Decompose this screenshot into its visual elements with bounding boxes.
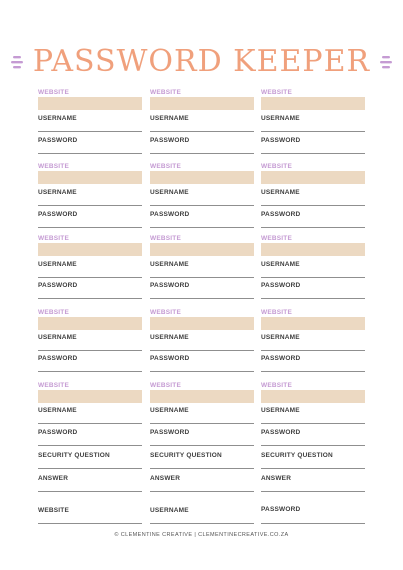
website-label: WEBSITE	[38, 382, 70, 389]
password-label: PASSWORD	[150, 137, 190, 144]
website-field[interactable]	[150, 97, 254, 110]
username-line[interactable]	[150, 205, 254, 206]
username-label: USERNAME	[38, 115, 77, 122]
password-label: PASSWORD	[150, 355, 190, 362]
website-label: WEBSITE	[261, 89, 293, 96]
password-line[interactable]	[150, 153, 254, 154]
password-line[interactable]	[38, 227, 142, 228]
username-label: USERNAME	[261, 115, 300, 122]
password-line[interactable]	[261, 371, 365, 372]
username-label: USERNAME	[38, 189, 77, 196]
answer-label: ANSWER	[150, 475, 181, 482]
security-question-label: SECURITY QUESTION	[261, 452, 333, 459]
username-line[interactable]	[150, 131, 254, 132]
password-line[interactable]	[261, 153, 365, 154]
password-line[interactable]	[38, 298, 142, 299]
website-field[interactable]	[261, 171, 365, 184]
password-label: PASSWORD	[261, 137, 301, 144]
password-line[interactable]	[150, 445, 254, 446]
answer-line[interactable]	[150, 491, 254, 492]
username-label: USERNAME	[38, 407, 77, 414]
website-field[interactable]	[38, 390, 142, 403]
website-field[interactable]	[38, 243, 142, 256]
password-line[interactable]	[261, 298, 365, 299]
username-line[interactable]	[38, 131, 142, 132]
sparkle-right-icon	[378, 54, 392, 70]
username-line[interactable]	[38, 205, 142, 206]
security-question-label: SECURITY QUESTION	[150, 452, 222, 459]
website-label: WEBSITE	[150, 89, 182, 96]
answer-line[interactable]	[261, 491, 365, 492]
username-line[interactable]	[261, 205, 365, 206]
password-line[interactable]	[38, 445, 142, 446]
username-line[interactable]	[150, 423, 254, 424]
answer-line[interactable]	[38, 491, 142, 492]
password-line[interactable]	[150, 298, 254, 299]
username-line[interactable]	[38, 350, 142, 351]
website-field[interactable]	[38, 317, 142, 330]
password-label: PASSWORD	[150, 282, 190, 289]
username-line[interactable]	[261, 350, 365, 351]
answer-label: ANSWER	[261, 475, 292, 482]
username-label: USERNAME	[261, 189, 300, 196]
sparkle-left-icon	[11, 54, 25, 70]
username-line[interactable]	[261, 131, 365, 132]
website-label: WEBSITE	[38, 309, 70, 316]
website-field[interactable]	[150, 243, 254, 256]
username-label: USERNAME	[150, 115, 189, 122]
username-label: USERNAME	[150, 334, 189, 341]
security-question-label: SECURITY QUESTION	[38, 452, 110, 459]
password-label: PASSWORD	[261, 429, 301, 436]
username-line[interactable]	[261, 277, 365, 278]
password-label: PASSWORD	[261, 355, 301, 362]
website-field[interactable]	[38, 171, 142, 184]
username-label: USERNAME	[261, 334, 300, 341]
website-field[interactable]	[261, 243, 365, 256]
username-label: USERNAME	[38, 334, 77, 341]
website-label: WEBSITE	[150, 309, 182, 316]
password-label: PASSWORD	[38, 282, 78, 289]
password-label: PASSWORD	[150, 211, 190, 218]
website-field[interactable]	[261, 97, 365, 110]
password-line[interactable]	[261, 523, 365, 524]
website-line[interactable]	[38, 523, 142, 524]
username-line[interactable]	[38, 423, 142, 424]
username-label: USERNAME	[261, 261, 300, 268]
password-label: PASSWORD	[38, 137, 78, 144]
website-label: WEBSITE	[150, 382, 182, 389]
website-label: WEBSITE	[150, 235, 182, 242]
password-label: PASSWORD	[261, 506, 301, 513]
password-label: PASSWORD	[38, 211, 78, 218]
password-label: PASSWORD	[261, 282, 301, 289]
password-line[interactable]	[150, 227, 254, 228]
website-field[interactable]	[150, 317, 254, 330]
website-label: WEBSITE	[261, 309, 293, 316]
password-line[interactable]	[261, 445, 365, 446]
website-label: WEBSITE	[38, 235, 70, 242]
answer-label: ANSWER	[38, 475, 69, 482]
website-label: WEBSITE	[38, 163, 70, 170]
password-label: PASSWORD	[261, 211, 301, 218]
website-label: WEBSITE	[150, 163, 182, 170]
username-label: USERNAME	[150, 507, 189, 514]
page-title: PASSWORD KEEPER	[32, 44, 371, 79]
username-line[interactable]	[261, 423, 365, 424]
website-field[interactable]	[150, 390, 254, 403]
password-label: PASSWORD	[150, 429, 190, 436]
website-label: WEBSITE	[261, 235, 293, 242]
username-line[interactable]	[38, 277, 142, 278]
website-label: WEBSITE	[38, 89, 70, 96]
website-field[interactable]	[38, 97, 142, 110]
username-line[interactable]	[150, 523, 254, 524]
username-label: USERNAME	[150, 189, 189, 196]
password-label: PASSWORD	[38, 355, 78, 362]
password-label: PASSWORD	[38, 429, 78, 436]
username-line[interactable]	[150, 277, 254, 278]
username-label: USERNAME	[261, 407, 300, 414]
password-line[interactable]	[38, 153, 142, 154]
security-question-line[interactable]	[261, 468, 365, 469]
website-label: WEBSITE	[261, 163, 293, 170]
password-line[interactable]	[38, 371, 142, 372]
title-row	[0, 42, 403, 82]
security-question-line[interactable]	[38, 468, 142, 469]
username-line[interactable]	[150, 350, 254, 351]
username-label: USERNAME	[38, 261, 77, 268]
password-line[interactable]	[150, 371, 254, 372]
website-label: WEBSITE	[38, 507, 70, 514]
website-field[interactable]	[261, 390, 365, 403]
website-field[interactable]	[261, 317, 365, 330]
website-label: WEBSITE	[261, 382, 293, 389]
footer-credit: © CLEMENTINE CREATIVE | CLEMENTINECREATIVE.CO.ZA	[114, 532, 289, 538]
username-label: USERNAME	[150, 261, 189, 268]
security-question-line[interactable]	[150, 468, 254, 469]
username-label: USERNAME	[150, 407, 189, 414]
website-field[interactable]	[150, 171, 254, 184]
password-line[interactable]	[261, 227, 365, 228]
